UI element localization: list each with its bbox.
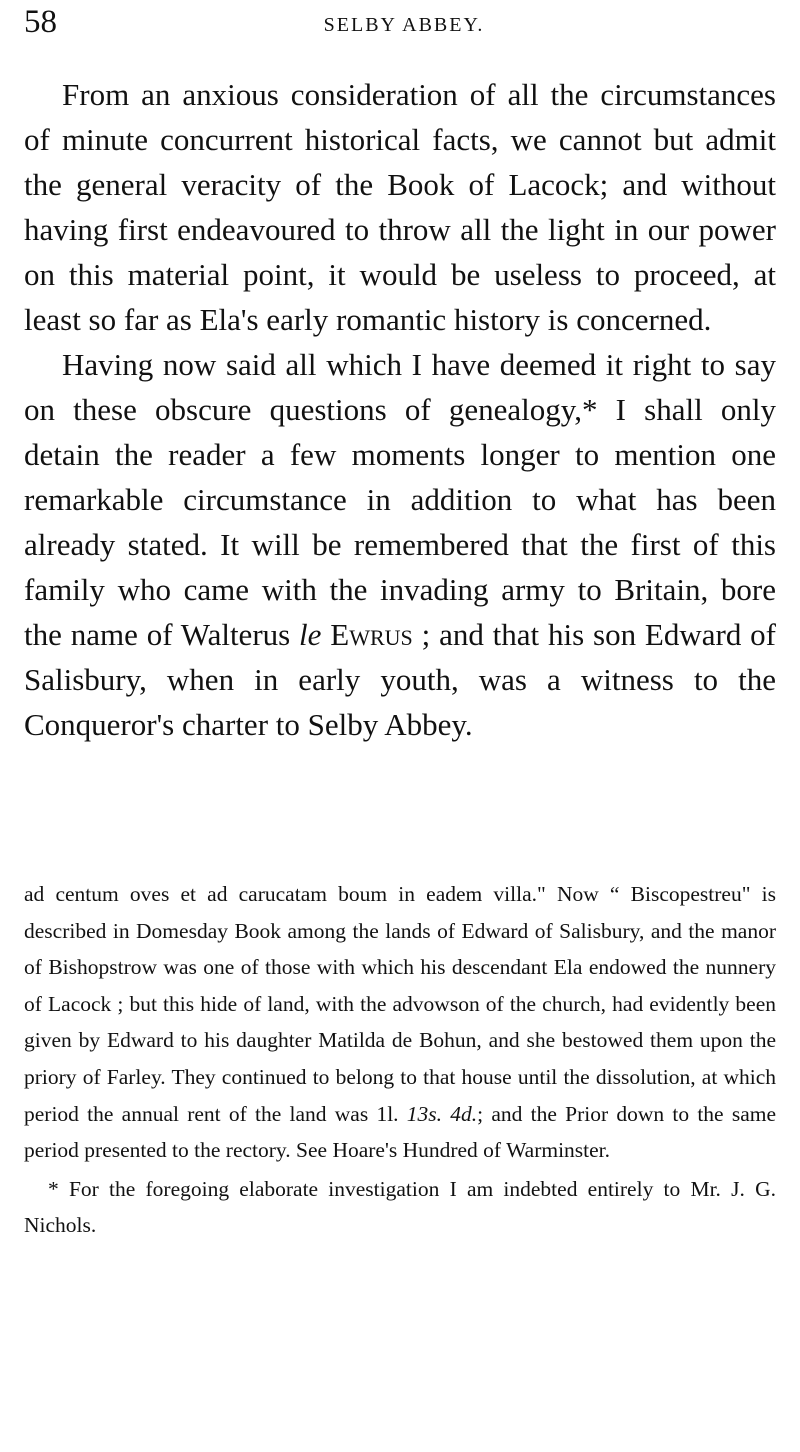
paragraph-2-text-b: ; and that his son Edward of Salisbury, when in early youth, was a witness to the Conqueror's charter to Selby Abbey. [24,617,776,742]
footnote-continued-text-a: ad centum oves et ad carucatam boum in eadem villa." Now “ Biscopestreu" is described in Domesday Book among the lands of Edward of Salisbury, and the manor of Bishopstrow was one of those with which his descendant Ela endowed the nunnery of Lacock ; but this hide of land, with the advowson of the church, had evidently been given by Edward to his daughter Matilda de Bohun, and she bestowed them upon the priory of Farley. They continued to belong to that house until the dissolution, at which period the annual rent of the land was [24,882,776,1126]
paragraph-2 [24,342,776,747]
page-number: 58 [24,4,57,40]
amount-pence: 4d. [450,1101,478,1126]
page-header [24,2,784,42]
footnote-continued [24,876,776,1169]
paragraph-1: From an anxious consideration of all the circumstances of minute concurrent historical facts, we cannot but admit the general veracity of the Book of Lacock; and without having first endeavoured to throw all the light in our power on this material point, it would be useless to proceed, at least so far as Ela's early romantic history is concerned. [24,77,776,337]
footnote-continued-text-b: ; and the Prior down to the same period presented to the rectory. See Hoare's Hundred of Warminster. [24,1101,776,1163]
running-title: SELBY ABBEY. [323,14,485,36]
footnote-star: * For the foregoing elaborate investigation I am indebted entirely to Mr. J. G. Nichols. [24,1176,776,1238]
amount-shillings: 13s. [406,1101,443,1126]
name-surname: Ewrus [330,617,413,652]
footnotes [24,876,776,1244]
paragraph-2-text-a: Having now said all which I have deemed it right to say on these obscure questions of genealogy,* I shall only detain the reader a few moments longer to mention one remarkable circumstance in addition to what has been already stated. It will be remembered that the first of this family who came with the invading army to Britain, bore the name of Walterus [24,347,776,652]
amount-pounds: 1l. [376,1101,399,1126]
name-particle: le [299,617,322,652]
main-text [24,72,776,747]
